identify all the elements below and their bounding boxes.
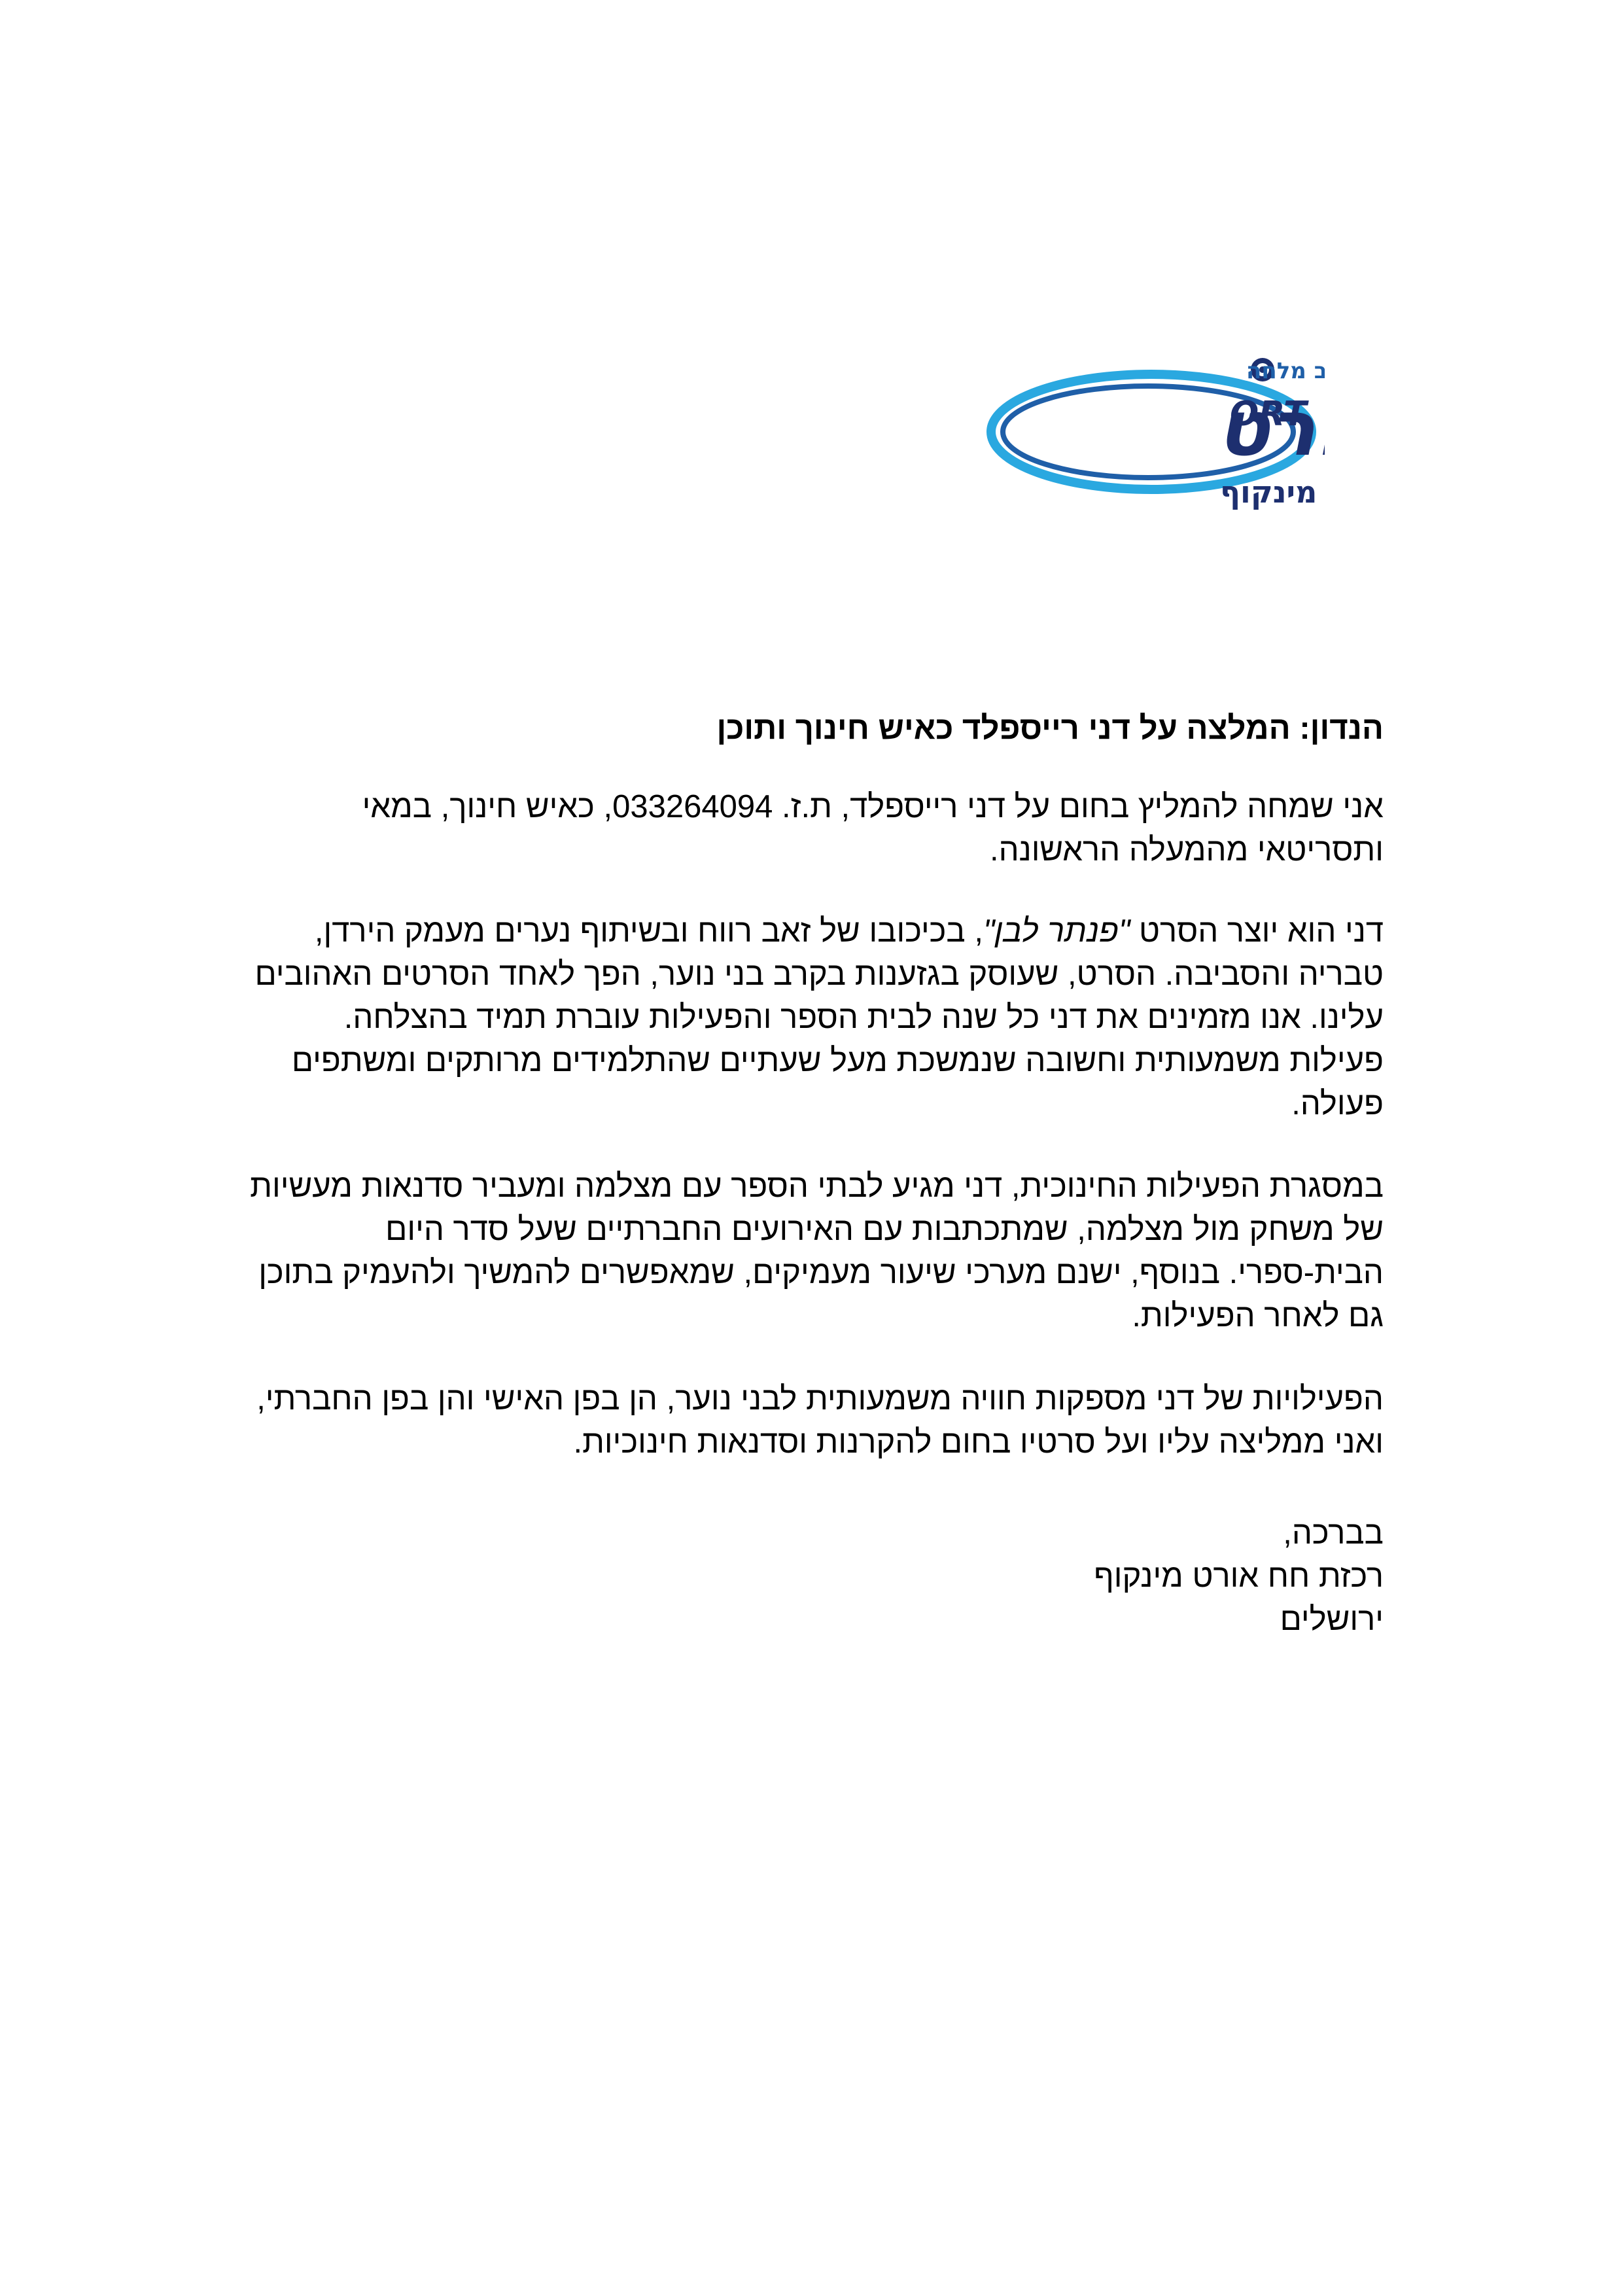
letter-subject: הנדון: המלצה על דני רייספלד כאיש חינוך ותוכן [716, 711, 1384, 746]
film-title: "פנתר לבן" [983, 913, 1130, 949]
school-logo [985, 340, 1325, 510]
closing-greeting: בברכה, [1283, 1515, 1384, 1551]
logo-main-text: רט [1217, 383, 1316, 473]
closing-signer: רכזת חח אורט מינקוף [1094, 1559, 1384, 1594]
paragraph-intro: אני שמחה להמליץ בחום על דני רייספלד, ת.ז. 033264094, כאיש חינוך, במאי ותסריטאי מהמעלה הראשונה. [362, 789, 1384, 868]
letter-closing [249, 1511, 1384, 1641]
paragraph-recommendation: הפעילויות של דני מספקות חוויה משמעותית לבני נוער, הן בפן האישי והן בפן החברתי, ואני ממליצה עליו ועל סרטיו בחום להקרנות וסדנאות חינוכיות. [256, 1381, 1384, 1460]
logo-latin-text: ORT [1230, 395, 1307, 434]
paragraph-film [249, 910, 1384, 1125]
logo-top-text: ב מלחה [1246, 358, 1325, 384]
closing-city: ירושלים [1280, 1602, 1384, 1637]
paragraph-film-before: דני הוא יוצר הסרט [1130, 913, 1384, 949]
logo-bottom-text: מינקוף [1220, 474, 1318, 510]
paragraph-film-after: , בכיכובו של זאב רווח ובשיתוף נערים מעמק הירדן, טבריה והסביבה. הסרט, שעוסק בגזענות בקרב בני נוער, הפך לאחד הסרטים האהובים עלינו. אנו מזמינים את דני כל שנה לבית הספר והפעילות עוברת תמיד בהצלחה. פעילות משמעותית וחשובה שנמשכת מעל שעתיים שהתלמידים מרותקים ומשתפים פעולה. [254, 913, 1384, 1122]
ort-minkoff-logo-graphic [985, 340, 1325, 510]
paragraph-activities: במסגרת הפעילות החינוכית, דני מגיע לבתי הספר עם מצלמה ומעביר סדנאות מעשיות של משחק מול מצלמה, שמתכתבות עם האירועים החברתיים שעל סדר היום הבית-ספרי. בנוסף, ישנם מערכי שיעור מעמיקים, שמאפשרים להמשיך ולהעמיק בתוכן גם לאחר הפעילות. [250, 1169, 1384, 1333]
